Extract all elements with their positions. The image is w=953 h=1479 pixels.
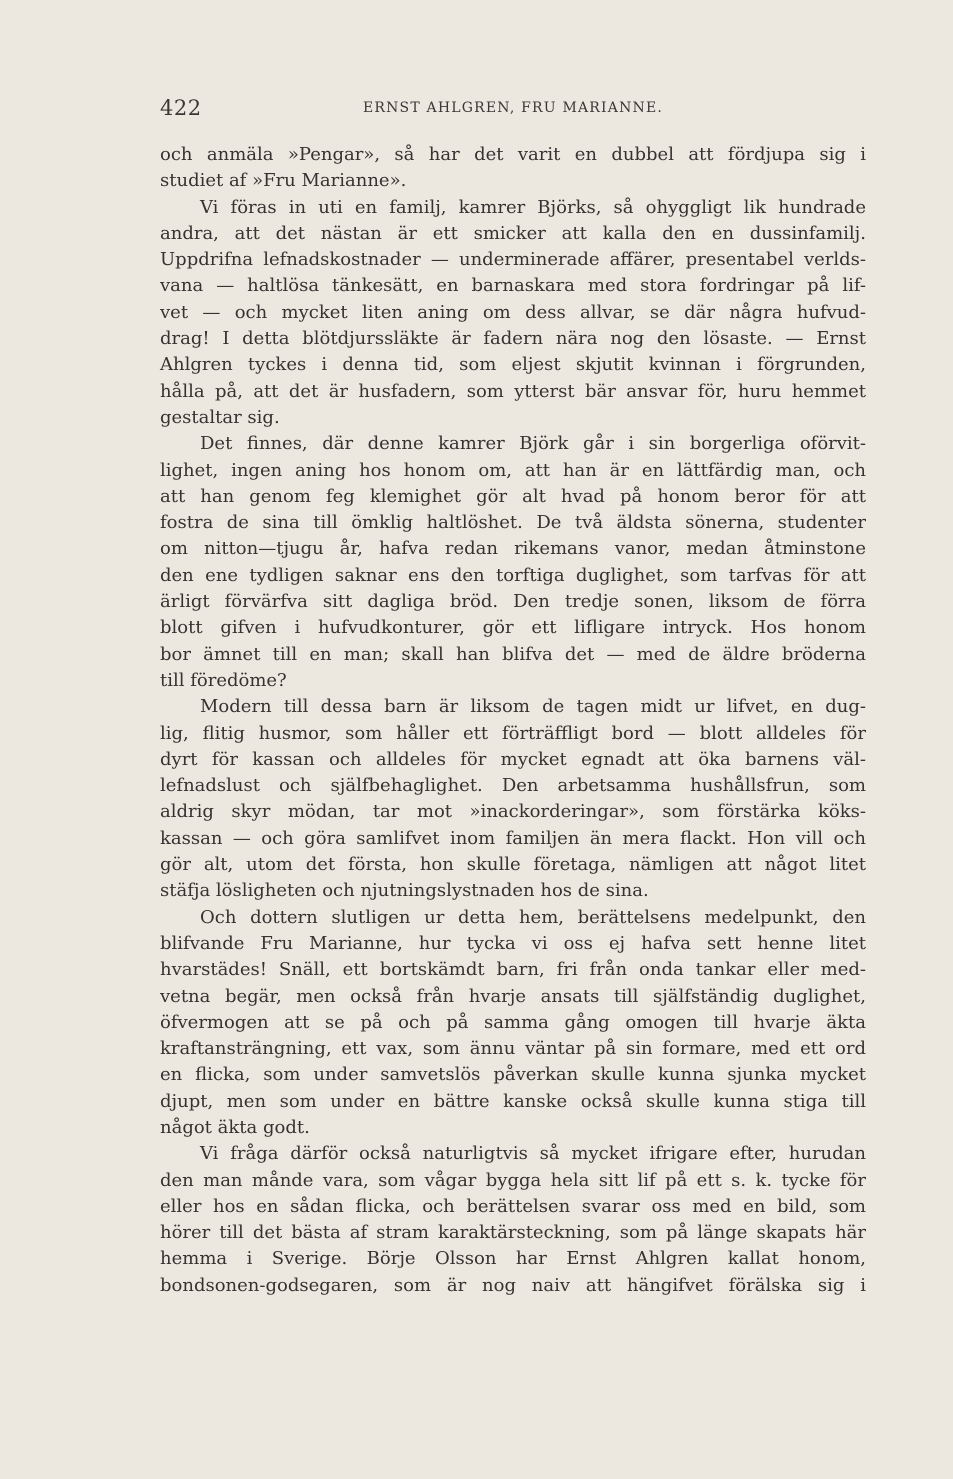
text-line: Modern till dessa barn är liksom de tagen midt ur lifvet, en dug- [200, 696, 866, 718]
text-line: bondsonen-godsegaren, som är nog naiv att hängifvet förälska sig i [160, 1274, 866, 1296]
text-line: den ene tydligen saknar ens den torftiga duglighet, som tarfvas för att [160, 564, 866, 586]
text-line: gestaltar sig. [160, 406, 280, 428]
text-line: andra, att det nästan är ett smicker att kalla den en dussinfamilj. [160, 222, 866, 244]
text-line: hemma i Sverige. Börje Olsson har Ernst Ahlgren kallat honom, [160, 1248, 866, 1270]
text-line: lefnadslust och själfbehaglighet. Den arbetsamma hushållsfrun, som [160, 775, 866, 797]
text-line: hålla på, att det är husfadern, som ytterst bär ansvar för, huru hemmet [160, 380, 866, 402]
text-line: kraftansträngning, ett vax, som ännu väntar på sin formare, med ett ord [160, 1038, 866, 1060]
text-line: eller hos en sådan flicka, och berättelsen svarar oss med en bild, som [160, 1195, 866, 1217]
text-line: öfvermogen att se på och på samma gång omogen till hvarje äkta [160, 1011, 866, 1033]
text-line: lig, flitig husmor, som håller ett förträffligt bord — blott alldeles för [160, 722, 866, 744]
text-line: vetna begär, men också från hvarje ansats till själfständig duglighet, [160, 985, 866, 1007]
text-line: Uppdrifna lefnadskostnader — underminerade affärer, presentabel verlds- [160, 249, 866, 271]
text-line: aldrig skyr mödan, tar mot »inackorderingar», som förstärka köks- [160, 801, 866, 823]
text-line: vana — haltlösa tänkesätt, en barnaskara med stora fordringar på lif- [160, 275, 866, 297]
text-line: dyrt för kassan och alldeles för mycket egnadt att öka barnens väl- [160, 748, 866, 770]
text-line: studiet af »Fru Marianne». [160, 170, 407, 192]
text-line: ärligt förvärfva sitt dagliga bröd. Den tredje sonen, liksom de förra [160, 591, 866, 613]
text-line: en flicka, som under samvetslös påverkan skulle kunna sjunka mycket [160, 1064, 866, 1086]
text-line: att han genom feg klemighet gör alt hvad på honom beror för att [160, 485, 866, 507]
text-line: drag! I detta blötdjurssläkte är fadern nära nog den lösaste. — Ernst [160, 328, 866, 350]
text-line: till föredöme? [160, 669, 287, 691]
text-line: gör alt, utom det första, hon skulle företaga, nämligen att något litet [160, 854, 866, 876]
text-line: Vi föras in uti en familj, kamrer Björks, så ohyggligt lik hundrade [200, 196, 866, 218]
running-title: ERNST AHLGREN, FRU MARIANNE. [362, 100, 664, 116]
text-line: lighet, ingen aning hos honom om, att han är en lättfärdig man, och [160, 459, 866, 481]
text-line: och anmäla »Pengar», så har det varit en dubbel att fördjupa sig i [160, 144, 866, 165]
text-line: bor ämnet till en man; skall han blifva det — med de äldre bröderna [160, 643, 866, 665]
page-number: 422 [160, 96, 202, 120]
text-line: stäfja lösligheten och njutningslystnaden hos de sina. [160, 880, 649, 902]
text-line: Det finnes, där denne kamrer Björk går i sin borgerliga oförvit- [200, 433, 866, 455]
text-line: kassan — och göra samlifvet inom familjen än mera flackt. Hon vill och [160, 827, 866, 849]
text-line: om nitton—tjugu år, hafva redan rikemans vanor, medan åtminstone [160, 538, 866, 560]
text-line: Vi fråga därför också naturligtvis så mycket ifrigare efter, hurudan [200, 1143, 866, 1165]
text-line: den man månde vara, som vågar bygga hela sitt lif på ett s. k. tycke för [160, 1169, 866, 1191]
text-line: fostra de sina till ömklig haltlöshet. De två äldsta sönerna, studenter [160, 512, 866, 534]
text-line: djupt, men som under en bättre kanske också skulle kunna stiga till [160, 1090, 866, 1112]
body-text [160, 142, 866, 1299]
page-header [160, 96, 866, 126]
text-line: något äkta godt. [160, 1116, 310, 1138]
text-line: Och dottern slutligen ur detta hem, berättelsens medelpunkt, den [200, 906, 866, 928]
text-line: blifvande Fru Marianne, hur tycka vi oss ej hafva sett henne litet [160, 932, 866, 954]
text-line: hörer till det bästa af stram karaktärsteckning, som på länge skapats här [160, 1222, 866, 1244]
text-line: blott gifven i hufvudkonturer, gör ett lifligare intryck. Hos honom [160, 617, 866, 639]
text-line: vet — och mycket liten aning om dess allvar, se där några hufvud- [160, 301, 866, 323]
text-line: Ahlgren tyckes i denna tid, som eljest skjutit kvinnan i förgrunden, [160, 354, 866, 376]
text-line: hvarstädes! Snäll, ett bortskämdt barn, fri från onda tankar eller med- [160, 959, 866, 981]
